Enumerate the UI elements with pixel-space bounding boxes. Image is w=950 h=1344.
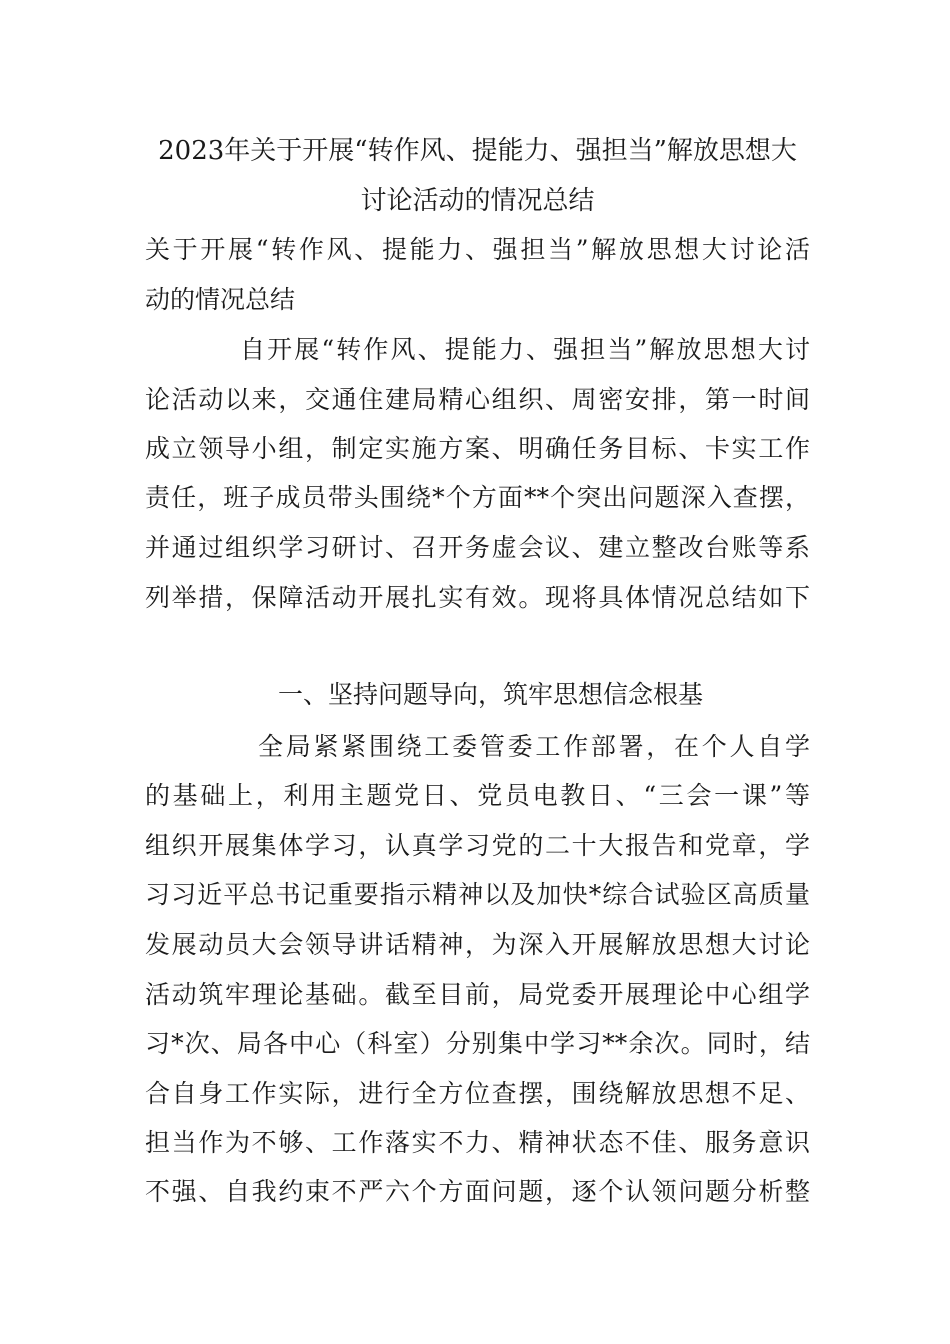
intro-line-6: 列举措，保障活动开展扎实有效。现将具体情况总结如下 bbox=[145, 583, 810, 612]
title-line-1: 2023年关于开展“转作风、提能力、强担当”解放思想大 bbox=[158, 136, 797, 166]
intro-line-1: 自开展“转作风、提能力、强担当”解放思想大讨 bbox=[240, 335, 810, 364]
intro-line-2: 论活动以来，交通住建局精心组织、周密安排，第一时间 bbox=[145, 385, 810, 414]
section1-line-6: 活动筑牢理论基础。截至目前，局党委开展理论中心组学 bbox=[145, 980, 810, 1009]
section1-line-3: 组织开展集体学习，认真学习党的二十大报告和党章，学 bbox=[145, 831, 810, 860]
section1-heading: 一、坚持问题导向，筑牢思想信念根基 bbox=[278, 680, 704, 709]
section1-line-7: 习*次、局各中心（科室）分别集中学习**余次。同时，结 bbox=[145, 1029, 810, 1058]
intro-line-5: 并通过组织学习研讨、召开务虚会议、建立整改台账等系 bbox=[145, 533, 810, 562]
section1-line-9: 担当作为不够、工作落实不力、精神状态不佳、服务意识 bbox=[145, 1128, 810, 1157]
subtitle-line-2: 动的情况总结 bbox=[145, 285, 296, 314]
section1-line-10: 不强、自我约束不严六个方面问题，逐个认领问题分析整 bbox=[145, 1177, 810, 1206]
section1-line-8: 合自身工作实际，进行全方位查摆，围绕解放思想不足、 bbox=[145, 1079, 810, 1108]
intro-line-3: 成立领导小组，制定实施方案、明确任务目标、卡实工作 bbox=[145, 434, 810, 463]
section1-line-5: 发展动员大会领导讲话精神，为深入开展解放思想大讨论 bbox=[145, 930, 810, 959]
intro-line-4: 责任，班子成员带头围绕*个方面**个突出问题深入查摆， bbox=[145, 483, 810, 512]
section1-line-4: 习习近平总书记重要指示精神以及加快*综合试验区高质量 bbox=[145, 880, 810, 909]
section1-line-1: 全局紧紧围绕工委管委工作部署，在个人自学 bbox=[258, 732, 810, 761]
subtitle-line-1: 关于开展“转作风、提能力、强担当”解放思想大讨论活 bbox=[145, 235, 810, 264]
title-line-2: 讨论活动的情况总结 bbox=[360, 186, 595, 216]
section1-line-2: 的基础上，利用主题党日、党员电教日、“三会一课”等 bbox=[145, 781, 810, 810]
